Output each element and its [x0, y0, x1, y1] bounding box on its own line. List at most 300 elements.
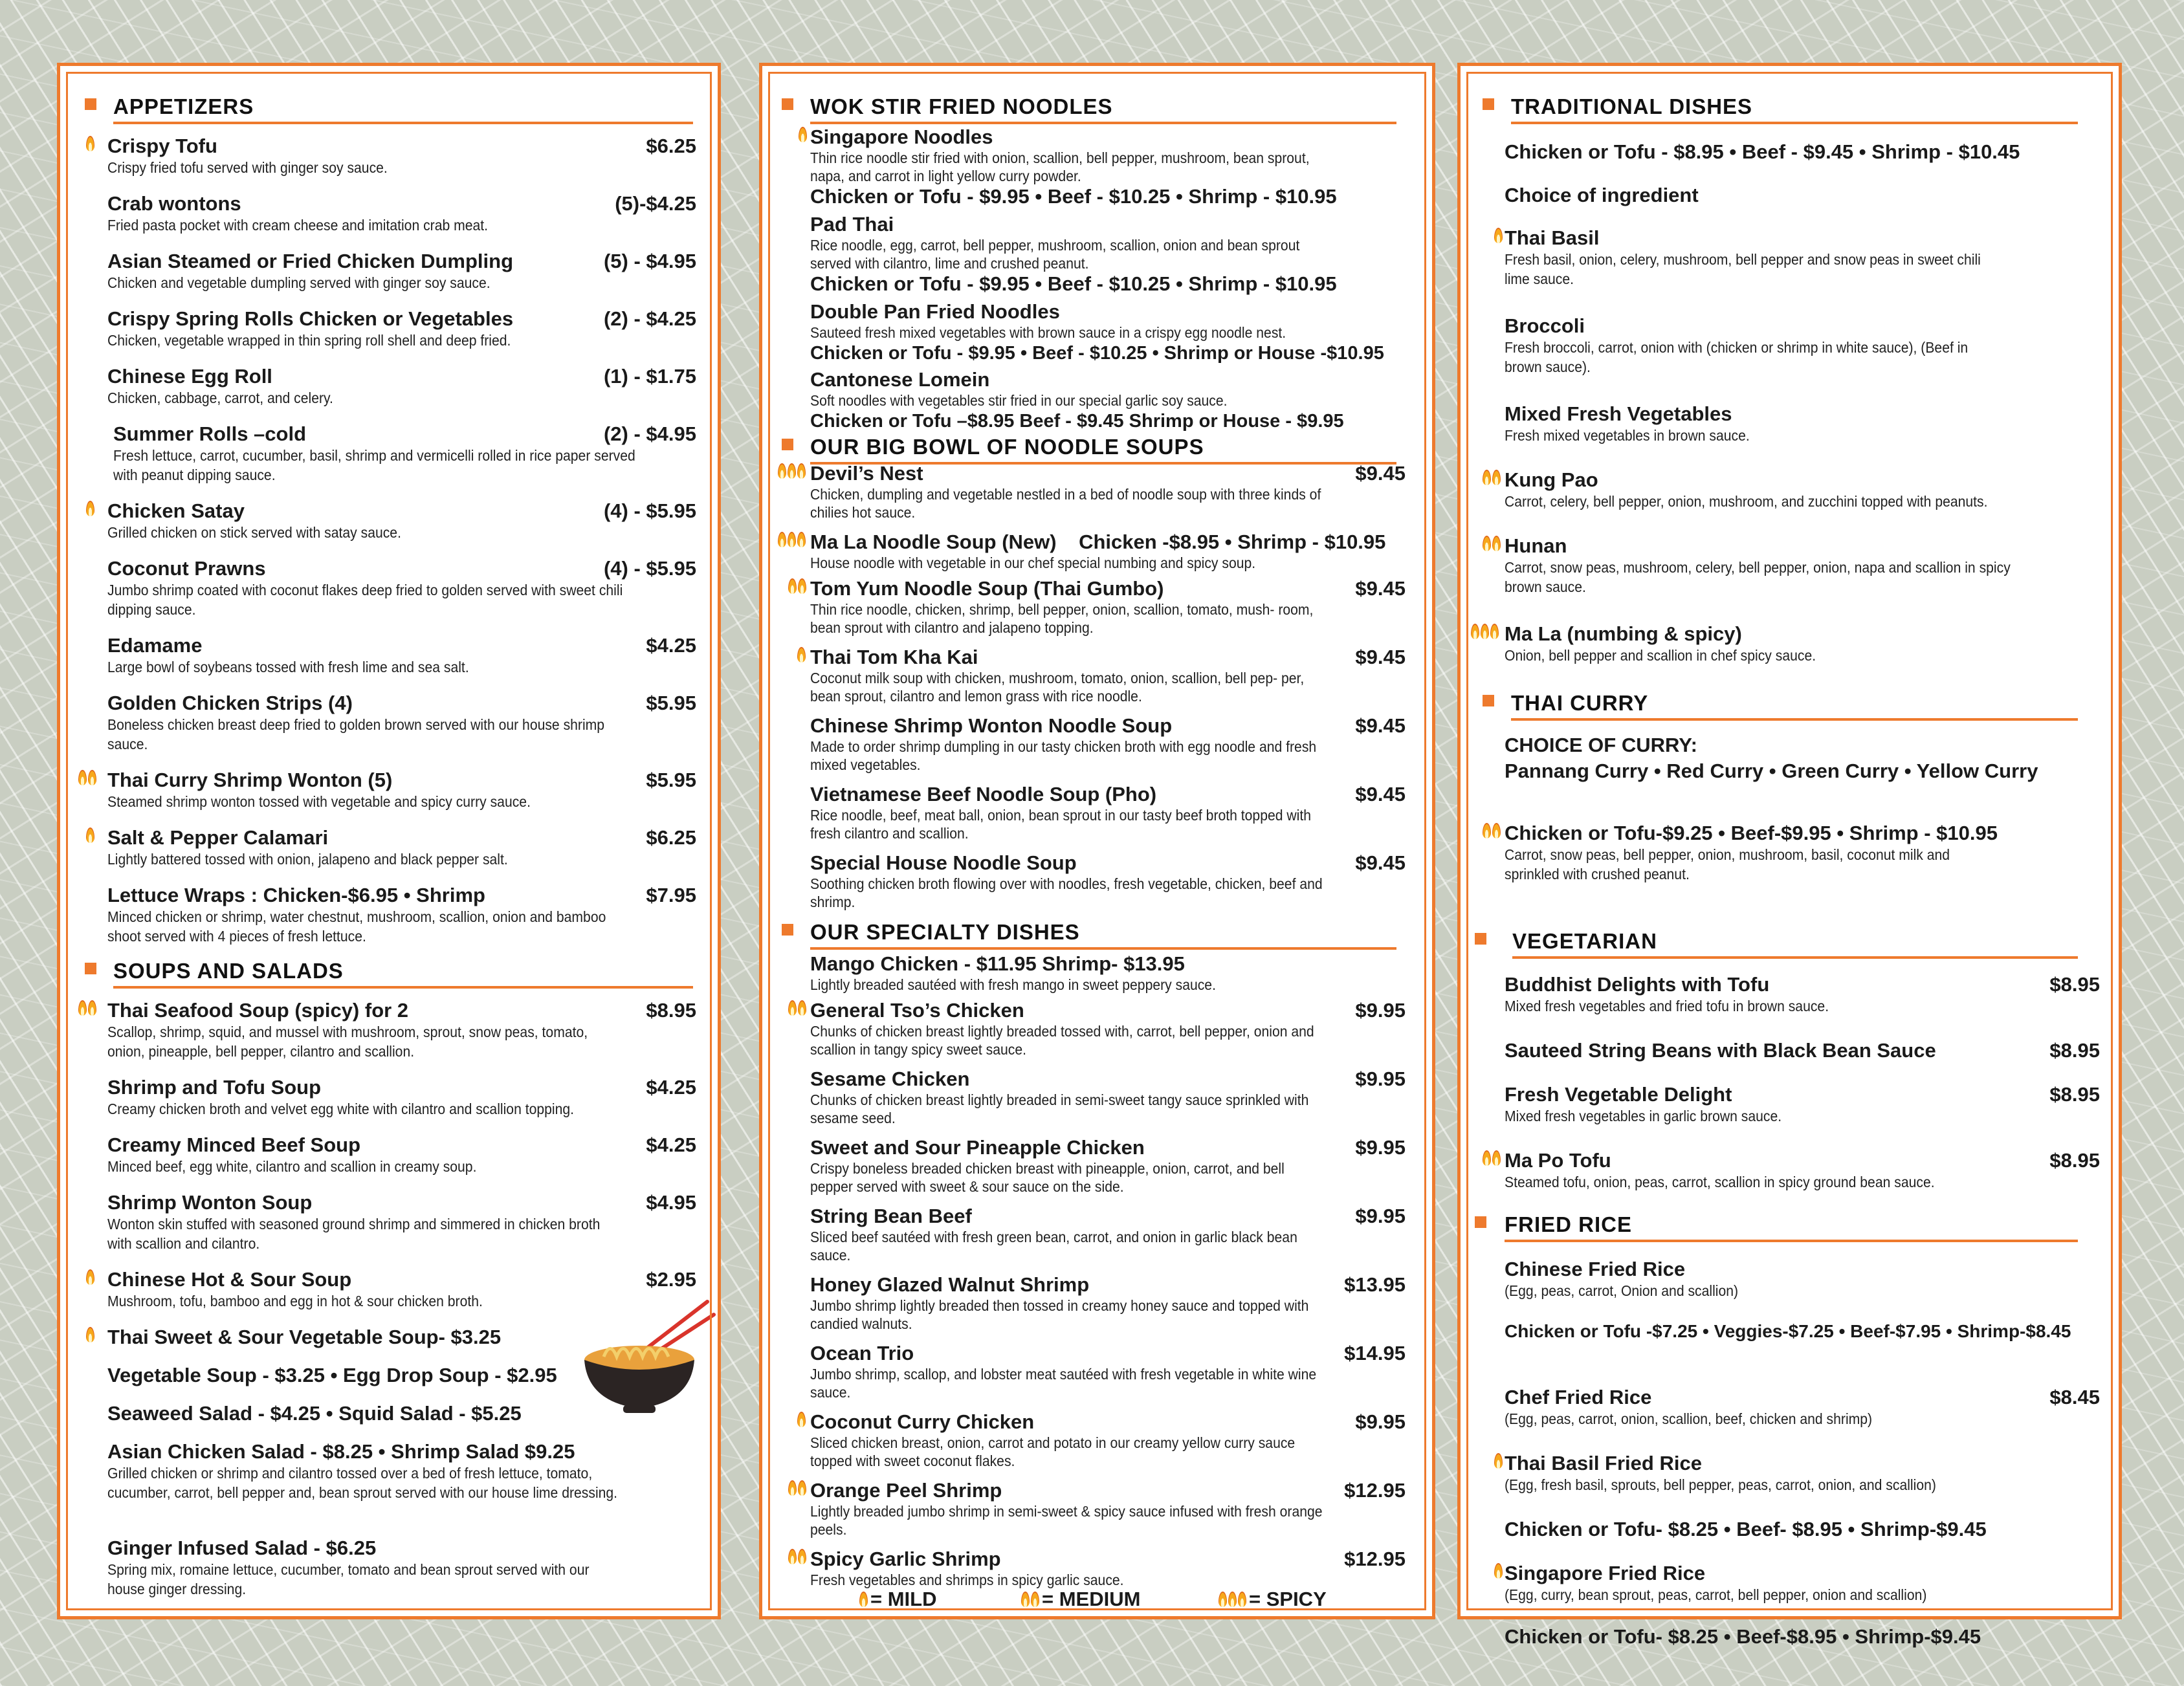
section-wok [782, 94, 1396, 128]
item-name: Vegetable Soup - $3.25 • Egg Drop Soup - $2.95 [107, 1364, 557, 1386]
item-description: Chunks of chicken breast lightly breaded tossed with, carrot, bell pepper, onion and scallion in tangy spicy sweet sauce. [810, 1023, 1314, 1058]
section-square-icon [1483, 98, 1494, 110]
legend-label: = MEDIUM [1042, 1588, 1141, 1610]
chili-mild-icon [86, 1269, 94, 1285]
item-name: Sesame Chicken [810, 1067, 970, 1090]
item-name: Special House Noodle Soup [810, 851, 1077, 874]
item-description: Carrot, snow peas, bell pepper, onion, mushroom, basil, coconut milk and sprinkled with crushed peanut. [1505, 846, 1950, 882]
item-description: Lightly breaded jumbo shrimp in semi-sweet & spicy sauce infused with fresh orange peels. [810, 1503, 1323, 1538]
item-name: Crab wontons [107, 192, 241, 215]
item-price: $7.95 [646, 884, 696, 906]
chili-mild-icon [86, 136, 94, 151]
section-header [1483, 691, 2078, 725]
menu-item [1505, 822, 2087, 884]
item-description: Fresh broccoli, carrot, onion with (chicken or shrimp in white sauce), (Beef in brown sauce). [1505, 339, 1969, 375]
choice-label: Choice of ingredient [1505, 184, 1699, 206]
menu-item [107, 634, 696, 677]
menu-item [810, 1479, 1406, 1538]
item-name: Orange Peel Shrimp [810, 1479, 1002, 1502]
item-name: Singapore Noodles [810, 126, 993, 148]
section-header [782, 920, 1396, 954]
menu-item [810, 462, 1406, 521]
item-name: Sweet and Sour Pineapple Chicken [810, 1136, 1145, 1159]
item-price: (4) - $5.95 [603, 499, 696, 522]
item-name: Hunan [1505, 534, 1567, 557]
item-price: $12.95 [1344, 1548, 1406, 1570]
chili-mild-icon [86, 827, 94, 843]
item-prices: Chicken or Tofu –$8.95 Beef - $9.45 Shrimp or House - $9.95 [810, 411, 1344, 432]
item-name: Chicken or Tofu-$9.25 • Beef-$9.95 • Shrimp - $10.95 [1505, 822, 1998, 844]
chili-spicy-icon [778, 532, 806, 547]
item-description: Made to order shrimp dumpling in our tasty chicken broth with egg noodle and fresh mixed vegetables. [810, 738, 1317, 773]
item-price: $8.95 [646, 999, 696, 1022]
section-header [782, 94, 1396, 128]
item-price: (5)-$4.25 [615, 192, 696, 215]
item-name: String Bean Beef [810, 1205, 972, 1227]
item-description: Carrot, snow peas, mushroom, celery, bell pepper, onion, napa and scallion in spicy brown sauce. [1505, 559, 2011, 595]
item-description: Rice noodle, beef, meat ball, onion, bean sprout in our tasty beef broth topped with fresh cilantro and scallion. [810, 807, 1312, 842]
chili-mild-icon [797, 647, 806, 662]
menu-item [810, 783, 1406, 842]
item-name: Chef Fried Rice [1505, 1386, 1652, 1408]
item-description: Chicken and vegetable dumpling served with ginger soy sauce. [107, 274, 491, 291]
section-header [1475, 929, 2078, 963]
menu-item [1505, 1562, 2100, 1604]
item-name: Mango Chicken - $11.95 Shrimp- $13.95 [810, 952, 1185, 975]
chili-medium-icon [1021, 1592, 1039, 1607]
menu-item [1505, 402, 2087, 445]
section-specialty [782, 920, 1396, 954]
item-name: Seaweed Salad - $4.25 • Squid Salad - $5.25 [107, 1402, 522, 1425]
item-name: Sauteed String Beans with Black Bean Sauce [1505, 1039, 1936, 1062]
item-description: Jumbo shrimp, scallop, and lobster meat sautéed with fresh vegetable in white wine sauce. [810, 1366, 1317, 1401]
chili-medium-icon [1483, 1150, 1501, 1166]
item-name: Chicken or Tofu -$7.25 • Veggies-$7.25 • Beef-$7.95 • Shrimp-$8.45 [1505, 1321, 2071, 1341]
item-name: Thai Seafood Soup (spicy) for 2 [107, 999, 409, 1022]
item-description: Rice noodle, egg, carrot, bell pepper, mushroom, scallion, onion and bean sprout served with cilantro, lime and crushed peanut. [810, 237, 1300, 272]
item-price: $2.95 [646, 1268, 696, 1291]
item-name: Thai Tom Kha Kai [810, 646, 978, 668]
item-description: Soothing chicken broth flowing over with noodles, fresh vegetable, chicken, beef and shrimp. [810, 875, 1323, 910]
item-price: $6.25 [646, 826, 696, 849]
item-description: Sliced beef sautéed with fresh green bean, carrot, and onion in garlic black bean sauce. [810, 1229, 1297, 1264]
section-title: APPETIZERS [113, 94, 254, 118]
menu-item [107, 307, 696, 350]
item-description: (Egg, peas, carrot, Onion and scallion) [1505, 1282, 1739, 1299]
menu-item [107, 557, 696, 619]
item-name: Chinese Fried Rice [1505, 1258, 1686, 1280]
item-name: Coconut Curry Chicken [810, 1410, 1035, 1433]
item-name: Chinese Egg Roll [107, 365, 272, 388]
item-description: Onion, bell pepper and scallion in chef spicy sauce. [1505, 647, 1816, 664]
menu-item [1505, 1386, 2100, 1429]
item-price: $12.95 [1344, 1479, 1406, 1502]
item-name: Coconut Prawns [107, 557, 266, 580]
item-description: Mixed fresh vegetables in garlic brown sauce. [1505, 1108, 1782, 1124]
item-description: Lightly breaded sautéed with fresh mango in sweet peppery sauce. [810, 976, 1216, 993]
menu-item [1505, 1258, 2100, 1300]
section-thai-curry [1483, 691, 2078, 725]
item-price: $8.95 [2049, 1083, 2100, 1106]
item-description: House noodle with vegetable in our chef special numbing and spicy soup. [810, 554, 1256, 571]
item-description: Chicken, vegetable wrapped in thin spring roll shell and deep fried. [107, 332, 511, 349]
legend-label: = SPICY [1249, 1588, 1327, 1610]
item-name: Asian Chicken Salad - $8.25 • Shrimp Salad $9.25 [107, 1440, 575, 1463]
item-name: Ginger Infused Salad - $6.25 [107, 1537, 377, 1559]
section-rule [810, 947, 1396, 950]
item-name: Buddhist Delights with Tofu [1505, 973, 1770, 996]
item-price: $5.95 [646, 769, 696, 791]
item-price: $9.45 [1355, 714, 1406, 737]
menu-panel-right [1457, 63, 2122, 1648]
section-title: FRIED RICE [1505, 1212, 1633, 1236]
menu-item [113, 422, 696, 485]
item-name: Summer Rolls –cold [113, 422, 307, 445]
item-name: Ma La (numbing & spicy) [1505, 622, 1742, 645]
menu-item [1505, 1625, 2100, 1648]
item-name: Asian Steamed or Fried Chicken Dumpling [107, 250, 514, 272]
item-description: Spring mix, romaine lettuce, cucumber, tomato and bean sprout served with our house ginger dressing. [107, 1561, 590, 1597]
menu-item [1505, 226, 2087, 289]
section-rule [113, 986, 693, 989]
item-description: Lightly battered tossed with onion, jalapeno and black pepper salt. [107, 851, 508, 868]
section-title: VEGETARIAN [1512, 929, 1657, 953]
chili-mild-icon [1494, 1563, 1503, 1579]
menu-item [1505, 973, 2100, 1016]
item-name: Salt & Pepper Calamari [107, 826, 329, 849]
item-price: $9.45 [1355, 851, 1406, 874]
menu-item [107, 1537, 696, 1599]
section-rule [1505, 1240, 2078, 1242]
menu-item [107, 1191, 696, 1253]
section-square-icon [782, 924, 793, 936]
section-title: SOUPS AND SALADS [113, 959, 344, 983]
item-description: Grilled chicken on stick served with satay sauce. [107, 524, 401, 541]
menu-item [810, 1410, 1406, 1470]
menu-item [1505, 468, 2087, 511]
curry-types: Pannang Curry • Red Curry • Green Curry • Yellow Curry [1505, 760, 2038, 782]
chili-mild-icon [859, 1592, 868, 1607]
menu-item [1505, 622, 2087, 665]
menu-item [810, 999, 1406, 1058]
item-description: Boneless chicken breast deep fried to golden brown served with our house shrimp sauce. [107, 716, 605, 752]
chili-medium-icon [788, 1549, 806, 1564]
item-name: Fresh Vegetable Delight [1505, 1083, 1732, 1106]
menu-item [810, 1136, 1406, 1196]
menu-item [107, 884, 696, 946]
section-appetizers [85, 94, 693, 128]
item-price: (1) - $1.75 [603, 365, 696, 388]
item-description: Minced beef, egg white, cilantro and scallion in creamy soup. [107, 1158, 477, 1175]
item-description: Wonton skin stuffed with seasoned ground shrimp and simmered in chicken broth with scallion and cilantro. [107, 1216, 601, 1252]
item-name: Double Pan Fried Noodles [810, 300, 1060, 323]
item-name: Thai Basil [1505, 226, 1600, 249]
menu-item [107, 192, 696, 235]
item-name: Ma La Noodle Soup (New) Chicken -$8.95 • Shrimp - $10.95 [810, 531, 1386, 553]
section-fried-rice [1475, 1212, 2078, 1246]
item-description: Soft noodles with vegetables stir fried in our special garlic soy sauce. [810, 392, 1228, 409]
section-rule [810, 122, 1396, 124]
menu-item [810, 851, 1406, 911]
noodle-bowl-icon [578, 1289, 720, 1418]
item-description: Sliced chicken breast, onion, carrot and potato in our creamy yellow curry sauce topped with sweet coconut flakes. [810, 1434, 1296, 1469]
item-name: Honey Glazed Walnut Shrimp [810, 1273, 1090, 1296]
item-description: (Egg, fresh basil, sprouts, bell pepper, peas, carrot, onion, and scallion) [1505, 1476, 1936, 1493]
section-header [85, 94, 693, 128]
chili-mild-icon [1494, 1453, 1503, 1469]
section-soups-salads [85, 959, 693, 992]
menu-item [107, 1440, 696, 1502]
item-price: $4.25 [646, 1076, 696, 1099]
item-price: $4.25 [646, 1133, 696, 1156]
item-name: Crispy Spring Rolls Chicken or Vegetables [107, 307, 514, 330]
menu-item [1505, 1149, 2100, 1192]
legend-medium [1021, 1588, 1140, 1611]
section-title: TRADITIONAL DISHES [1511, 94, 1753, 118]
item-name: Cantonese Lomein [810, 368, 990, 391]
menu-item [1505, 1083, 2100, 1126]
menu-item [810, 1067, 1406, 1127]
menu-item [107, 826, 696, 869]
menu-item [810, 1548, 1406, 1589]
chili-medium-icon [788, 1480, 806, 1496]
item-prices: Chicken or Tofu - $9.95 • Beef - $10.25 • Shrimp - $10.95 [810, 272, 1337, 295]
item-price: $9.45 [1355, 783, 1406, 805]
item-description: Chicken, cabbage, carrot, and celery. [107, 389, 333, 406]
section-square-icon [85, 98, 96, 110]
chili-medium-icon [1483, 536, 1501, 551]
menu-item [1505, 314, 2087, 377]
menu-item [810, 714, 1406, 774]
section-square-icon [85, 963, 96, 974]
item-description: Chicken, dumpling and vegetable nestled in a bed of noodle soup with three kinds of chilies hot sauce. [810, 486, 1321, 521]
item-price: $14.95 [1344, 1342, 1406, 1364]
chili-mild-icon [799, 127, 807, 142]
item-name: Devil’s Nest [810, 462, 923, 485]
item-price: $8.95 [2049, 973, 2100, 996]
item-name: Ma Po Tofu [1505, 1149, 1611, 1172]
item-price: $4.25 [646, 634, 696, 657]
menu-item [1505, 1320, 2100, 1343]
chili-mild-icon [1494, 228, 1503, 243]
legend-mild [859, 1588, 936, 1611]
item-price: $9.95 [1355, 1136, 1406, 1159]
item-description: Jumbo shrimp coated with coconut flakes deep fried to golden served with sweet chili dipping sauce. [107, 582, 623, 618]
section-square-icon [782, 98, 793, 110]
item-price: $9.95 [1355, 1205, 1406, 1227]
section-title: WOK STIR FRIED NOODLES [810, 94, 1113, 118]
section-title: OUR SPECIALTY DISHES [810, 920, 1080, 944]
item-description: Steamed shrimp wonton tossed with vegetable and spicy curry sauce. [107, 793, 531, 810]
menu-item [810, 1273, 1406, 1333]
menu-item [810, 368, 1406, 433]
item-name: Chinese Hot & Sour Soup [107, 1268, 352, 1291]
item-price: $6.25 [646, 135, 696, 157]
item-description: Crispy fried tofu served with ginger soy sauce. [107, 159, 388, 176]
item-description: Minced chicken or shrimp, water chestnut, mushroom, scallion, onion and bamboo shoot served with 4 pieces of fresh lettuce. [107, 908, 606, 945]
section-title: OUR BIG BOWL OF NOODLE SOUPS [810, 435, 1204, 459]
section-header [1475, 1212, 2078, 1246]
menu-item [1505, 534, 2087, 597]
item-description: Fresh vegetables and shrimps in spicy garlic sauce. [810, 1571, 1124, 1588]
item-name: Shrimp and Tofu Soup [107, 1076, 322, 1099]
item-name: Golden Chicken Strips (4) [107, 692, 353, 714]
menu-item [107, 499, 696, 542]
item-name: Pad Thai [810, 213, 894, 235]
section-header [1483, 94, 2078, 128]
chili-medium-icon [78, 1000, 96, 1016]
item-price: $8.95 [2049, 1039, 2100, 1062]
item-name: Broccoli [1505, 314, 1585, 337]
menu-item [810, 300, 1406, 365]
chili-mild-icon [797, 1412, 806, 1427]
chili-medium-icon [78, 770, 96, 785]
menu-item [810, 126, 1406, 208]
menu-item [810, 1205, 1406, 1264]
item-name: Shrimp Wonton Soup [107, 1191, 313, 1214]
item-description: Chunks of chicken breast lightly breaded in semi-sweet tangy sauce sprinkled with sesame seed. [810, 1091, 1309, 1126]
menu-item [107, 135, 696, 177]
item-description: Mushroom, tofu, bamboo and egg in hot & sour chicken broth. [107, 1293, 483, 1309]
chili-spicy-icon [778, 463, 806, 479]
item-name: Tom Yum Noodle Soup (Thai Gumbo) [810, 577, 1164, 600]
curry-choice [1505, 734, 2087, 783]
section-square-icon [782, 439, 793, 450]
item-name: Creamy Minced Beef Soup [107, 1133, 361, 1156]
chili-mild-icon [86, 1327, 94, 1342]
item-price: $5.95 [646, 692, 696, 714]
item-price: $9.95 [1355, 1067, 1406, 1090]
item-name: Chicken or Tofu- $8.25 • Beef-$8.95 • Shrimp-$9.45 [1505, 1625, 1981, 1648]
chili-medium-icon [1483, 823, 1501, 838]
item-price: $9.45 [1355, 462, 1406, 485]
item-description: Coconut milk soup with chicken, mushroom, tomato, onion, scallion, bell pep- per, bean sprout, cilantro and lemon grass with rice noodle. [810, 670, 1305, 705]
item-price: (2) - $4.95 [603, 422, 696, 445]
item-name: Chinese Shrimp Wonton Noodle Soup [810, 714, 1173, 737]
item-name: Kung Pao [1505, 468, 1598, 491]
item-price: $9.45 [1355, 646, 1406, 668]
menu-panel-left [57, 63, 721, 1619]
item-name: Thai Sweet & Sour Vegetable Soup- $3.25 [107, 1326, 502, 1348]
section-square-icon [1475, 1216, 1486, 1228]
item-name: Singapore Fried Rice [1505, 1562, 1706, 1584]
section-rule [113, 122, 693, 124]
item-price: $9.95 [1355, 999, 1406, 1022]
item-description: (Egg, peas, carrot, onion, scallion, beef, chicken and shrimp) [1505, 1410, 1873, 1427]
traditional-choice [1505, 184, 2087, 207]
menu-item [107, 250, 696, 292]
menu-item [107, 692, 696, 754]
item-name: General Tso’s Chicken [810, 999, 1024, 1022]
menu-item [107, 365, 696, 408]
item-name: Lettuce Wraps : Chicken-$6.95 • Shrimp [107, 884, 485, 906]
section-traditional [1483, 94, 2078, 128]
item-prices: Chicken or Tofu - $9.95 • Beef - $10.25 • Shrimp - $10.95 [810, 185, 1337, 208]
item-description: Scallop, shrimp, squid, and mussel with mushroom, sprout, snow peas, tomato, onion, pineapple, bell pepper, cilantro and scallion. [107, 1024, 588, 1060]
section-title: THAI CURRY [1511, 691, 1649, 715]
section-rule [1511, 718, 2078, 721]
section-square-icon [1483, 695, 1494, 706]
section-vegetarian [1475, 929, 2078, 963]
item-price: (5) - $4.95 [603, 250, 696, 272]
chili-mild-icon [86, 501, 94, 516]
item-name: Mixed Fresh Vegetables [1505, 402, 1732, 425]
item-price: $4.95 [646, 1191, 696, 1214]
item-price: $13.95 [1344, 1273, 1406, 1296]
item-name: Chicken or Tofu- $8.25 • Beef- $8.95 • Shrimp-$9.45 [1505, 1518, 1987, 1540]
menu-item [810, 646, 1406, 705]
item-price: $8.45 [2049, 1386, 2100, 1408]
section-header [85, 959, 693, 992]
menu-panel-middle [759, 63, 1435, 1619]
chili-spicy-icon [1219, 1592, 1246, 1607]
item-description: Sauteed fresh mixed vegetables with brown sauce in a crispy egg noodle nest. [810, 324, 1286, 341]
menu-item [107, 1076, 696, 1119]
item-name: Ocean Trio [810, 1342, 914, 1364]
item-description: Jumbo shrimp lightly breaded then tossed in creamy honey sauce and topped with candied walnuts. [810, 1297, 1309, 1332]
item-price: (4) - $5.95 [603, 557, 696, 580]
item-description: Grilled chicken or shrimp and cilantro tossed over a bed of fresh lettuce, tomato, cucumber, carrot, bell pepper and, bean sprout served with our house lime dressing. [107, 1465, 618, 1501]
item-description: Fresh basil, onion, celery, mushroom, bell pepper and snow peas in sweet chili lime sauce. [1505, 251, 1981, 287]
chili-medium-icon [788, 578, 806, 594]
item-name: Thai Curry Shrimp Wonton (5) [107, 769, 393, 791]
menu-item [810, 1342, 1406, 1401]
section-rule [1512, 956, 2078, 959]
item-name: Spicy Garlic Shrimp [810, 1548, 1001, 1570]
menu-item [810, 952, 1406, 994]
price-line: Chicken or Tofu - $8.95 • Beef - $9.45 • Shrimp - $10.45 [1505, 140, 2020, 163]
item-description: Steamed tofu, onion, peas, carrot, scallion in spicy ground bean sauce. [1505, 1174, 1935, 1190]
menu-item [1505, 1039, 2100, 1062]
menu-item [810, 577, 1406, 637]
section-rule [1511, 122, 2078, 124]
menu-item [810, 531, 1406, 572]
legend-spicy [1219, 1588, 1327, 1611]
menu-item [107, 769, 696, 811]
item-price: $8.95 [2049, 1149, 2100, 1172]
chili-medium-icon [788, 1000, 806, 1016]
item-name: Crispy Tofu [107, 135, 217, 157]
section-square-icon [1475, 933, 1486, 945]
item-price: $9.45 [1355, 577, 1406, 600]
item-price: (2) - $4.25 [603, 307, 696, 330]
item-name: Thai Basil Fried Rice [1505, 1452, 1702, 1474]
item-description: Crispy boneless breaded chicken breast with pineapple, onion, carrot, and bell pepper served with sweet & sour sauce on the side. [810, 1160, 1285, 1195]
item-description: Large bowl of soybeans tossed with fresh lime and sea salt. [107, 659, 469, 675]
item-name: Edamame [107, 634, 203, 657]
item-name: Chicken Satay [107, 499, 245, 522]
menu-item [1505, 1452, 2100, 1494]
menu-item [107, 999, 696, 1061]
item-name: Vietnamese Beef Noodle Soup (Pho) [810, 783, 1157, 805]
chili-spicy-icon [1471, 624, 1499, 639]
menu-item [107, 1133, 696, 1176]
item-description: Fried pasta pocket with cream cheese and imitation crab meat. [107, 217, 489, 234]
item-description: (Egg, curry, bean sprout, peas, carrot, bell pepper, onion and scallion) [1505, 1586, 1927, 1603]
item-description: Thin rice noodle stir fried with onion, scallion, bell pepper, mushroom, bean sprout, napa, and carrot in light yellow curry powder. [810, 149, 1310, 184]
item-description: Thin rice noodle, chicken, shrimp, bell pepper, onion, scallion, tomato, mush- room, bean sprout with cilantro and jalapeno topping. [810, 601, 1314, 636]
item-description: Fresh mixed vegetables in brown sauce. [1505, 427, 1750, 444]
item-description: Mixed fresh vegetables and fried tofu in brown sauce. [1505, 998, 1829, 1014]
chili-medium-icon [1483, 470, 1501, 485]
item-description: Carrot, celery, bell pepper, onion, mushroom, and zucchini topped with peanuts. [1505, 493, 1988, 510]
menu-item [810, 213, 1406, 296]
curry-choice-label: CHOICE OF CURRY: [1505, 734, 1697, 756]
menu-item [1505, 1518, 2100, 1541]
traditional-prices [1505, 140, 2087, 164]
item-price: $9.95 [1355, 1410, 1406, 1433]
item-prices: Chicken or Tofu - $9.95 • Beef - $10.25 • Shrimp or House -$10.95 [810, 343, 1384, 364]
